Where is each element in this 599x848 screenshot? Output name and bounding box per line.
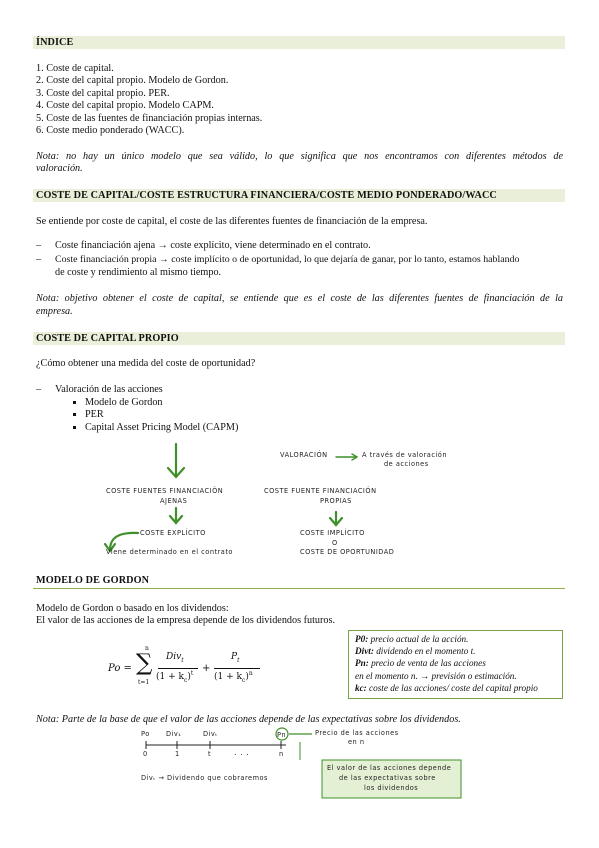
formula-lhs: Po = — [108, 663, 132, 674]
nota-coste-capital-2: empresa. — [36, 306, 73, 317]
timeline-pn: Pn — [277, 731, 287, 739]
diagram-propias-1: COSTE FUENTE FINANCIACIÓN — [264, 487, 377, 495]
down-arrow-icon — [168, 444, 184, 477]
timeline-tt: t — [208, 750, 212, 758]
diagram-contrato: Viene determinado en el contrato — [106, 548, 233, 556]
formula-plus: + — [202, 663, 211, 674]
bullet-dash-3: – — [36, 384, 42, 395]
gordon-formula — [108, 645, 278, 692]
gordon-legend-box — [348, 630, 563, 699]
index-item-6: 6. Coste medio ponderado (WACC). — [36, 125, 185, 136]
bullet-dash-1: – — [36, 240, 42, 251]
timeline-t0: 0 — [143, 750, 148, 758]
index-item-2: 2. Coste del capital propio. Modelo de Gordon. — [36, 75, 229, 86]
diagram-oportunidad: COSTE DE OPORTUNIDAD — [300, 548, 395, 556]
index-item-5: 5. Coste de las fuentes de financiación propias internas. — [36, 113, 263, 124]
bullet-financiacion-propia-1: Coste financiación propia → coste implícito o de oportunidad, lo que dejaría de ganar, por lo tanto, estamos hablando — [55, 254, 520, 265]
dividend-timeline — [0, 726, 599, 806]
formula-den1: $(1 + k_c)^t$ — [156, 670, 194, 684]
index-item-1: 1. Coste de capital. — [36, 63, 114, 74]
bullet-financiacion-propia-2: de coste y rendimiento al mismo tiempo. — [55, 267, 222, 278]
legend-momento: en el momento n. → previsión o estimación. — [355, 670, 517, 681]
down-arrow-icon — [170, 508, 182, 523]
timeline-div1: Div₁ — [166, 730, 182, 738]
section-title-capital-propio: COSTE DE CAPITAL PROPIO — [36, 333, 179, 344]
fraction-bar — [214, 668, 260, 669]
formula-den2: $(1 + k_c)^n$ — [214, 670, 253, 684]
subitem-per: PER — [73, 409, 104, 420]
nota-indice-1: Nota: no hay un único modelo que sea válido, lo que significa que nos encontramos con diferentes métodos de — [36, 151, 563, 162]
section-band-indice — [33, 36, 565, 49]
bullet-financiacion-ajena: Coste financiación ajena → coste explícito, viene determinado en el contrato. — [55, 240, 371, 251]
timeline-precio-1: Precio de las acciones — [315, 729, 399, 737]
diagram-explicito: COSTE EXPLÍCITO — [140, 529, 206, 537]
nota-gordon: Nota: Parte de la base de que el valor de las acciones depende de las expectativas sobre los dividendos. — [36, 714, 461, 725]
diagram-ajenas-2: AJENAS — [160, 497, 188, 505]
formula-num2: $P_t$ — [231, 652, 240, 664]
legend-p0: P0: precio actual de la acción. — [355, 634, 469, 644]
diagram-traves-2: de acciones — [384, 460, 429, 468]
index-item-4: 4. Coste del capital propio. Modelo CAPM. — [36, 100, 214, 111]
question-coste-oportunidad: ¿Cómo obtener una medida del coste de oportunidad? — [36, 358, 256, 369]
right-arrow-icon — [336, 454, 357, 460]
section-rule-gordon — [33, 588, 565, 589]
formula-num1: Div$_t$ — [166, 652, 184, 664]
diagram-traves-1: A través de valoración — [362, 451, 448, 459]
diagram-ajenas-1: COSTE FUENTES FINANCIACIÓN — [106, 487, 224, 495]
timeline-dots: . . . — [234, 748, 250, 757]
section-title-indice: ÍNDICE — [36, 37, 74, 48]
diagram-implicito: COSTE IMPLÍCITO — [300, 529, 365, 537]
gordon-line-2: El valor de las acciones de la empresa depende de los dividendos futuros. — [36, 615, 336, 626]
down-arrow-icon — [330, 512, 342, 525]
formula-sum-top: n — [145, 645, 149, 652]
timeline-tn: n — [279, 750, 284, 758]
section-title-gordon: MODELO DE GORDON — [36, 575, 150, 586]
bullet-dash-2: – — [36, 254, 42, 265]
diagram-propias-2: PROPIAS — [320, 497, 352, 505]
nota-indice-2: valoración. — [36, 163, 83, 174]
summation-icon: ∑ — [136, 650, 153, 676]
legend-divt: Divt: dividendo en el momento t. — [355, 646, 476, 657]
diagram-valoracion: VALORACIÓN — [280, 451, 328, 459]
index-item-3: 3. Coste del capital propio. PER. — [36, 88, 170, 99]
gordon-line-1: Modelo de Gordon o basado en los dividendos: — [36, 603, 229, 614]
box-line-2: de las expectativas sobre — [339, 774, 436, 782]
valoracion-acciones: Valoración de las acciones — [55, 384, 163, 395]
diagram-o: O — [332, 539, 338, 547]
timeline-divt: Divₜ — [203, 730, 218, 738]
timeline-precio-2: en n — [348, 738, 365, 746]
subitem-capm: Capital Asset Pricing Model (CAPM) — [73, 422, 238, 433]
timeline-t1: 1 — [175, 750, 180, 758]
box-line-1: El valor de las acciones depende — [327, 764, 452, 772]
timeline-p0: Po — [141, 730, 150, 738]
subitem-gordon: Modelo de Gordon — [73, 397, 163, 408]
square-bullet-icon — [73, 426, 76, 429]
box-line-3: los dividendos — [364, 784, 419, 792]
nota-coste-capital-1: Nota: objetivo obtener el coste de capital, se entiende que es el coste de las diferentes fuentes de financiación de la — [36, 293, 563, 304]
section-title-coste-capital: COSTE DE CAPITAL/COSTE ESTRUCTURA FINANCIERA/COSTE MEDIO PONDERADO/WACC — [36, 190, 497, 201]
square-bullet-icon — [73, 413, 76, 416]
square-bullet-icon — [73, 401, 76, 404]
formula-sum-bottom: t=1 — [138, 679, 150, 686]
timeline-div-def: Divₜ → Dividendo que cobraremos — [141, 774, 268, 782]
fraction-bar — [158, 668, 198, 669]
coste-capital-intro: Se entiende por coste de capital, el coste de las diferentes fuentes de financiación de la empresa. — [36, 216, 428, 227]
legend-kc: kc: coste de las acciones/ coste del capital propio — [355, 682, 538, 693]
legend-pn: Pn: precio de venta de las acciones — [355, 658, 486, 669]
